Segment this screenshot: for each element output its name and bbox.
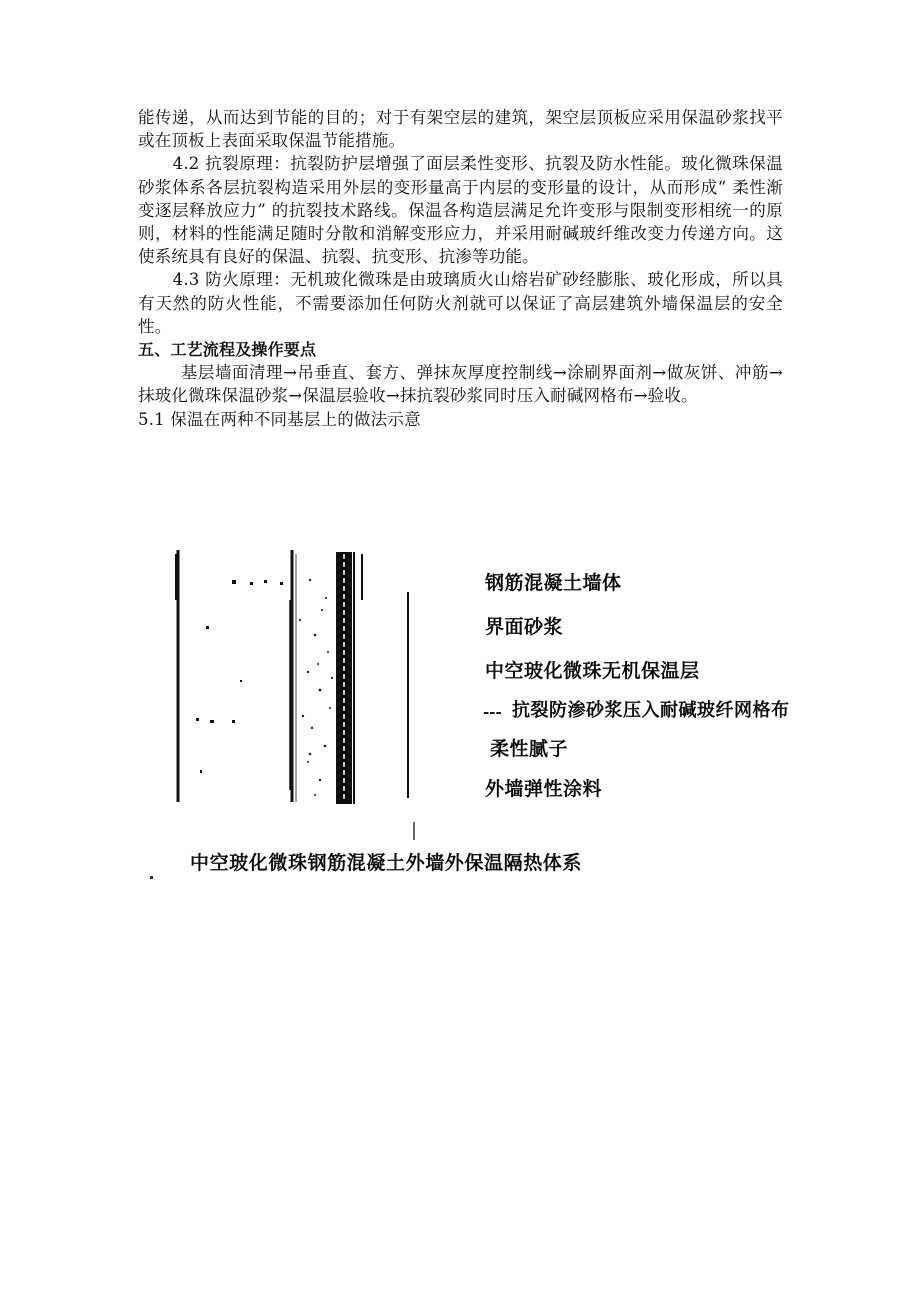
label-insulation-layer: 中空玻化微珠无机保温层: [485, 660, 700, 682]
process-flow: 基层墙面清理→吊垂直、套方、弹抹灰厚度控制线→涂刷界面剂→做灰饼、冲筋→抹玻化微珠保温砂浆→保温层验收→抹抗裂砂浆同时压入耐碱网格布→验收。: [138, 363, 783, 406]
paragraph-crack-resistance: 4.2 抗裂原理：抗裂防护层增强了面层柔性变形、抗裂及防水性能。玻化微珠保温砂浆体系各层抗裂构造采用外层的变形量高于内层的变形量的设计，从而形成“ 柔性渐变逐层释放应力” 的抗裂技术路线。保温各构造层满足允许变形与限制变形相统一的原则，材料的性能满足随时分散和消解变形应力，并采用耐碱玻纤维改变力传递方向。这使系统具有良好的保温、抗裂、抗变形、抗渗等功能。: [138, 154, 783, 267]
leader-dash: ---: [483, 703, 502, 721]
label-elastic-coating: 外墙弹性涂料: [485, 778, 603, 800]
section-heading: 五、工艺流程及操作要点: [138, 340, 317, 360]
paragraph-fire-resistance: 4.3 防火原理：无机玻化微珠是由玻璃质火山熔岩矿砂经膨胀、玻化形成，所以具有天然的防火性能，不需要添加任何防火剂就可以保证了高层建筑外墙保温层的安全性。: [138, 270, 783, 336]
label-interface-mortar: 界面砂浆: [485, 616, 564, 638]
label-concrete-wall: 钢筋混凝土墙体: [485, 572, 622, 594]
subsection-caption: 5.1 保温在两种不同基层上的做法示意: [138, 409, 421, 429]
label-flexible-putty: 柔性腻子: [490, 738, 569, 760]
paragraph-continuation: 能传递，从而达到节能的目的；对于有架空层的建筑，架空层顶板应采用保温砂浆找平或在顶板上表面采取保温节能措施。: [138, 108, 783, 151]
wall-section-diagram: [140, 540, 790, 910]
body-text: [138, 106, 783, 431]
label-crack-resistant-mortar: 抗裂防渗砂浆压入耐碱玻纤网格布: [512, 700, 790, 721]
figure-caption: 中空玻化微珠钢筋混凝土外墙外保温隔热体系: [190, 852, 583, 874]
